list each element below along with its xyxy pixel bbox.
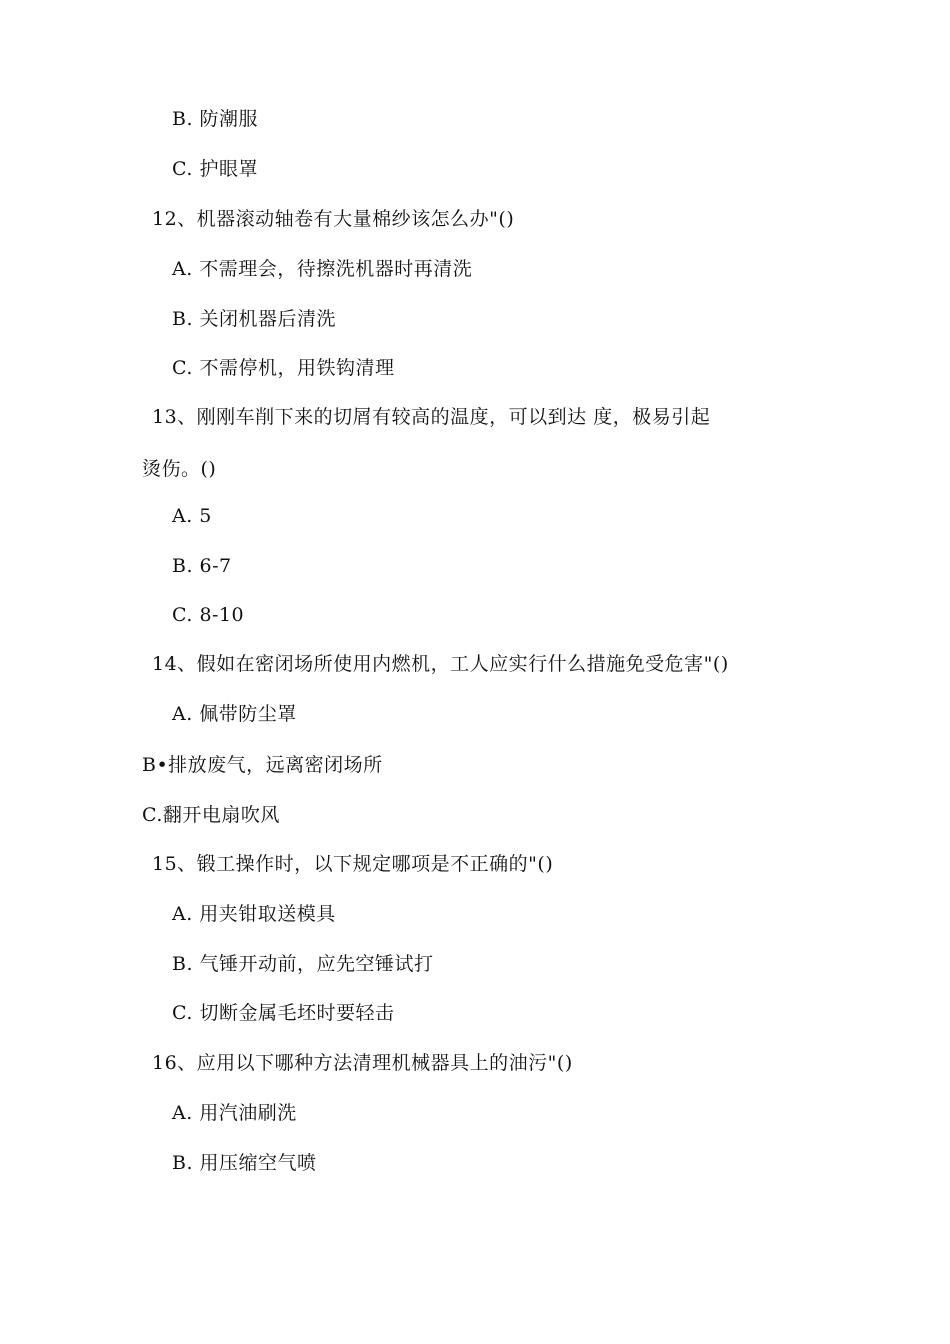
option-16-b: B. 用压缩空气喷 (172, 1152, 317, 1174)
question-16: 16、应用以下哪种方法清理机械器具上的油污"() (152, 1052, 573, 1074)
option-14-a: A. 佩带防尘罩 (172, 703, 297, 725)
option-14-c: C.翻开电扇吹风 (142, 804, 280, 826)
question-15: 15、锻工操作时，以下规定哪项是不正确的"() (152, 853, 554, 875)
option-13-b: B. 6-7 (172, 555, 232, 577)
option-12-b: B. 关闭机器后清洗 (172, 308, 337, 330)
option-13-a: A. 5 (172, 505, 212, 527)
option-15-b: B. 气锤开动前，应先空锤试打 (172, 953, 434, 975)
option-14-b: B•排放废气，远离密闭场所 (142, 754, 383, 776)
option-15-c: C. 切断金属毛坯时要轻击 (172, 1002, 395, 1024)
question-14: 14、假如在密闭场所使用内燃机，工人应实行什么措施免受危害"() (152, 653, 729, 675)
question-12: 12、机器滚动轴卷有大量棉纱该怎么办"() (152, 208, 515, 230)
option-13-c: C. 8-10 (172, 604, 245, 626)
option-11-b: B. 防潮服 (172, 108, 259, 130)
option-11-c: C. 护眼罩 (172, 158, 258, 180)
option-16-a: A. 用汽油刷洗 (172, 1102, 297, 1124)
question-13-line-1: 13、刚刚车削下来的切屑有较高的温度，可以到达 度，极易引起 (152, 406, 711, 428)
question-13-line-2: 烫伤。() (142, 458, 217, 480)
option-12-c: C. 不需停机，用铁钩清理 (172, 357, 395, 379)
option-12-a: A. 不需理会，待擦洗机器时再清洗 (172, 258, 473, 280)
option-15-a: A. 用夹钳取送模具 (172, 903, 336, 925)
